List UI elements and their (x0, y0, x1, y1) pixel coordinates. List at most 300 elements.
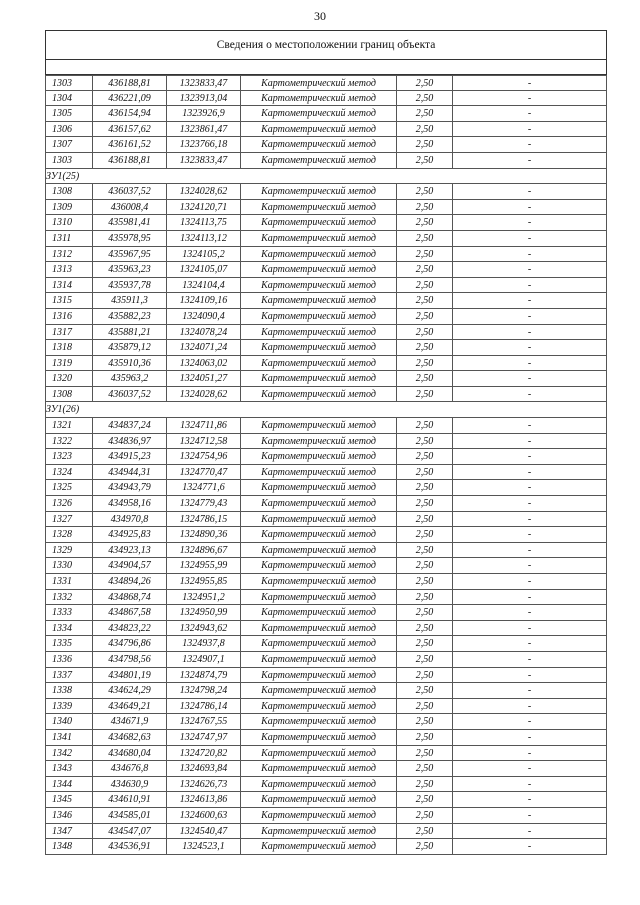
point-number-cell: 1326 (45, 496, 92, 511)
description-cell: - (452, 621, 607, 636)
y-coordinate-cell: 1324955,99 (166, 558, 240, 573)
method-cell: Картометрический метод (240, 122, 396, 137)
accuracy-cell: 2,50 (396, 792, 452, 807)
accuracy-cell: 2,50 (396, 76, 452, 90)
accuracy-cell: 2,50 (396, 356, 452, 371)
x-coordinate-cell: 434682,63 (92, 730, 166, 745)
table-row (45, 590, 607, 606)
method-cell: Картометрический метод (240, 434, 396, 449)
table-header (45, 30, 607, 60)
description-cell: - (452, 91, 607, 106)
method-cell: Картометрический метод (240, 465, 396, 480)
description-cell: - (452, 574, 607, 589)
accuracy-cell: 2,50 (396, 106, 452, 121)
x-coordinate-cell: 434610,91 (92, 792, 166, 807)
point-number-cell: 1333 (45, 605, 92, 620)
point-number-cell: 1312 (45, 247, 92, 262)
point-number-cell: 1311 (45, 231, 92, 246)
table-row (45, 714, 607, 730)
accuracy-cell: 2,50 (396, 215, 452, 230)
y-coordinate-cell: 1324720,82 (166, 746, 240, 761)
y-coordinate-cell: 1324105,2 (166, 247, 240, 262)
point-number-cell: 1303 (45, 153, 92, 168)
accuracy-cell: 2,50 (396, 730, 452, 745)
point-number-cell: 1308 (45, 184, 92, 199)
description-cell: - (452, 527, 607, 542)
y-coordinate-cell: 1324523,1 (166, 839, 240, 854)
description-cell: - (452, 543, 607, 558)
y-coordinate-cell: 1324786,14 (166, 699, 240, 714)
point-number-cell: 1320 (45, 371, 92, 386)
accuracy-cell: 2,50 (396, 309, 452, 324)
x-coordinate-cell: 434823,22 (92, 621, 166, 636)
table-row (45, 839, 607, 855)
table-row (45, 293, 607, 309)
point-number-cell: 1342 (45, 746, 92, 761)
accuracy-cell: 2,50 (396, 558, 452, 573)
method-cell: Картометрический метод (240, 824, 396, 839)
description-cell: - (452, 636, 607, 651)
accuracy-cell: 2,50 (396, 278, 452, 293)
y-coordinate-cell: 1323926,9 (166, 106, 240, 121)
table-row (45, 356, 607, 372)
description-cell: - (452, 309, 607, 324)
point-number-cell: 1315 (45, 293, 92, 308)
method-cell: Картометрический метод (240, 200, 396, 215)
point-number-cell: 1328 (45, 527, 92, 542)
table-row (45, 434, 607, 450)
description-cell: - (452, 200, 607, 215)
accuracy-cell: 2,50 (396, 480, 452, 495)
x-coordinate-cell: 436161,52 (92, 137, 166, 152)
y-coordinate-cell: 1324786,15 (166, 512, 240, 527)
x-coordinate-cell: 436037,52 (92, 387, 166, 402)
y-coordinate-cell: 1324693,84 (166, 761, 240, 776)
accuracy-cell: 2,50 (396, 683, 452, 698)
y-coordinate-cell: 1324540,47 (166, 824, 240, 839)
description-cell: - (452, 387, 607, 402)
x-coordinate-cell: 435978,95 (92, 231, 166, 246)
method-cell: Картометрический метод (240, 231, 396, 246)
accuracy-cell: 2,50 (396, 137, 452, 152)
description-cell: - (452, 184, 607, 199)
accuracy-cell: 2,50 (396, 371, 452, 386)
section-heading-row (45, 169, 607, 185)
accuracy-cell: 2,50 (396, 325, 452, 340)
x-coordinate-cell: 435910,36 (92, 356, 166, 371)
method-cell: Картометрический метод (240, 184, 396, 199)
method-cell: Картометрический метод (240, 418, 396, 433)
accuracy-cell: 2,50 (396, 247, 452, 262)
point-number-cell: 1346 (45, 808, 92, 823)
x-coordinate-cell: 434944,31 (92, 465, 166, 480)
x-coordinate-cell: 434671,9 (92, 714, 166, 729)
y-coordinate-cell: 1324113,75 (166, 215, 240, 230)
method-cell: Картометрический метод (240, 480, 396, 495)
point-number-cell: 1338 (45, 683, 92, 698)
point-number-cell: 1316 (45, 309, 92, 324)
accuracy-cell: 2,50 (396, 652, 452, 667)
y-coordinate-cell: 1324078,24 (166, 325, 240, 340)
x-coordinate-cell: 434649,21 (92, 699, 166, 714)
table-row (45, 761, 607, 777)
description-cell: - (452, 418, 607, 433)
x-coordinate-cell: 434923,13 (92, 543, 166, 558)
x-coordinate-cell: 434801,19 (92, 668, 166, 683)
y-coordinate-cell: 1324874,79 (166, 668, 240, 683)
table-row (45, 480, 607, 496)
accuracy-cell: 2,50 (396, 449, 452, 464)
page-number: 30 (314, 9, 326, 23)
y-coordinate-cell: 1323861,47 (166, 122, 240, 137)
table-row (45, 574, 607, 590)
description-cell: - (452, 153, 607, 168)
x-coordinate-cell: 435981,41 (92, 215, 166, 230)
method-cell: Картометрический метод (240, 543, 396, 558)
point-number-cell: 1325 (45, 480, 92, 495)
method-cell: Картометрический метод (240, 91, 396, 106)
accuracy-cell: 2,50 (396, 621, 452, 636)
point-number-cell: 1307 (45, 137, 92, 152)
table-row (45, 340, 607, 356)
method-cell: Картометрический метод (240, 309, 396, 324)
method-cell: Картометрический метод (240, 839, 396, 854)
method-cell: Картометрический метод (240, 621, 396, 636)
y-coordinate-cell: 1324943,62 (166, 621, 240, 636)
x-coordinate-cell: 434943,79 (92, 480, 166, 495)
y-coordinate-cell: 1324626,73 (166, 777, 240, 792)
method-cell: Картометрический метод (240, 512, 396, 527)
section-heading: ЗУ1(25) (46, 170, 80, 182)
method-cell: Картометрический метод (240, 325, 396, 340)
x-coordinate-cell: 434867,58 (92, 605, 166, 620)
table-row (45, 527, 607, 543)
x-coordinate-cell: 434680,04 (92, 746, 166, 761)
description-cell: - (452, 340, 607, 355)
accuracy-cell: 2,50 (396, 387, 452, 402)
method-cell: Картометрический метод (240, 746, 396, 761)
point-number-cell: 1332 (45, 590, 92, 605)
accuracy-cell: 2,50 (396, 543, 452, 558)
accuracy-cell: 2,50 (396, 574, 452, 589)
table-row (45, 278, 607, 294)
table-row (45, 184, 607, 200)
point-number-cell: 1339 (45, 699, 92, 714)
table-row (45, 215, 607, 231)
y-coordinate-cell: 1324120,71 (166, 200, 240, 215)
description-cell: - (452, 605, 607, 620)
x-coordinate-cell: 435881,21 (92, 325, 166, 340)
method-cell: Картометрический метод (240, 777, 396, 792)
y-coordinate-cell: 1324028,62 (166, 387, 240, 402)
y-coordinate-cell: 1323766,18 (166, 137, 240, 152)
y-coordinate-cell: 1324113,12 (166, 231, 240, 246)
x-coordinate-cell: 434796,86 (92, 636, 166, 651)
y-coordinate-cell: 1324771,6 (166, 480, 240, 495)
point-number-cell: 1337 (45, 668, 92, 683)
x-coordinate-cell: 435967,95 (92, 247, 166, 262)
y-coordinate-cell: 1324712,58 (166, 434, 240, 449)
x-coordinate-cell: 436221,09 (92, 91, 166, 106)
point-number-cell: 1304 (45, 91, 92, 106)
point-number-cell: 1336 (45, 652, 92, 667)
point-number-cell: 1327 (45, 512, 92, 527)
table-row (45, 652, 607, 668)
y-coordinate-cell: 1324754,96 (166, 449, 240, 464)
y-coordinate-cell: 1324896,67 (166, 543, 240, 558)
description-cell: - (452, 839, 607, 854)
description-cell: - (452, 371, 607, 386)
y-coordinate-cell: 1323833,47 (166, 76, 240, 90)
method-cell: Картометрический метод (240, 668, 396, 683)
method-cell: Картометрический метод (240, 340, 396, 355)
x-coordinate-cell: 436188,81 (92, 153, 166, 168)
table-row (45, 512, 607, 528)
method-cell: Картометрический метод (240, 683, 396, 698)
point-number-cell: 1324 (45, 465, 92, 480)
table-row (45, 418, 607, 434)
description-cell: - (452, 558, 607, 573)
method-cell: Картометрический метод (240, 215, 396, 230)
accuracy-cell: 2,50 (396, 808, 452, 823)
table-row (45, 621, 607, 637)
y-coordinate-cell: 1324770,47 (166, 465, 240, 480)
x-coordinate-cell: 434676,8 (92, 761, 166, 776)
point-number-cell: 1313 (45, 262, 92, 277)
accuracy-cell: 2,50 (396, 512, 452, 527)
y-coordinate-cell: 1323833,47 (166, 153, 240, 168)
table-row (45, 247, 607, 263)
x-coordinate-cell: 435963,2 (92, 371, 166, 386)
description-cell: - (452, 278, 607, 293)
table-row (45, 808, 607, 824)
y-coordinate-cell: 1324937,8 (166, 636, 240, 651)
point-number-cell: 1340 (45, 714, 92, 729)
description-cell: - (452, 699, 607, 714)
accuracy-cell: 2,50 (396, 496, 452, 511)
x-coordinate-cell: 434624,29 (92, 683, 166, 698)
point-number-cell: 1347 (45, 824, 92, 839)
y-coordinate-cell: 1324779,43 (166, 496, 240, 511)
method-cell: Картометрический метод (240, 699, 396, 714)
y-coordinate-cell: 1323913,04 (166, 91, 240, 106)
section-heading-row (45, 402, 607, 418)
accuracy-cell: 2,50 (396, 231, 452, 246)
x-coordinate-cell: 435882,23 (92, 309, 166, 324)
method-cell: Картометрический метод (240, 387, 396, 402)
accuracy-cell: 2,50 (396, 340, 452, 355)
table-row (45, 153, 607, 169)
x-coordinate-cell: 435879,12 (92, 340, 166, 355)
accuracy-cell: 2,50 (396, 184, 452, 199)
point-number-cell: 1341 (45, 730, 92, 745)
x-coordinate-cell: 434868,74 (92, 590, 166, 605)
point-number-cell: 1308 (45, 387, 92, 402)
table-row (45, 75, 607, 91)
description-cell: - (452, 761, 607, 776)
point-number-cell: 1318 (45, 340, 92, 355)
accuracy-cell: 2,50 (396, 465, 452, 480)
y-coordinate-cell: 1324105,07 (166, 262, 240, 277)
x-coordinate-cell: 435963,23 (92, 262, 166, 277)
accuracy-cell: 2,50 (396, 605, 452, 620)
point-number-cell: 1348 (45, 839, 92, 854)
x-coordinate-cell: 436008,4 (92, 200, 166, 215)
y-coordinate-cell: 1324090,4 (166, 309, 240, 324)
method-cell: Картометрический метод (240, 153, 396, 168)
point-number-cell: 1303 (45, 76, 92, 90)
table-row (45, 262, 607, 278)
x-coordinate-cell: 434585,01 (92, 808, 166, 823)
accuracy-cell: 2,50 (396, 636, 452, 651)
description-cell: - (452, 480, 607, 495)
point-number-cell: 1314 (45, 278, 92, 293)
point-number-cell: 1319 (45, 356, 92, 371)
table-row (45, 309, 607, 325)
table-row (45, 231, 607, 247)
table-row (45, 668, 607, 684)
x-coordinate-cell: 435937,78 (92, 278, 166, 293)
table-row (45, 371, 607, 387)
point-number-cell: 1331 (45, 574, 92, 589)
method-cell: Картометрический метод (240, 605, 396, 620)
y-coordinate-cell: 1324951,2 (166, 590, 240, 605)
description-cell: - (452, 512, 607, 527)
description-cell: - (452, 465, 607, 480)
description-cell: - (452, 449, 607, 464)
y-coordinate-cell: 1324711,86 (166, 418, 240, 433)
header-spacer-row (45, 60, 607, 75)
method-cell: Картометрический метод (240, 262, 396, 277)
x-coordinate-cell: 434837,24 (92, 418, 166, 433)
description-cell: - (452, 247, 607, 262)
x-coordinate-cell: 434970,8 (92, 512, 166, 527)
section-heading: ЗУ1(26) (46, 404, 80, 416)
x-coordinate-cell: 436037,52 (92, 184, 166, 199)
method-cell: Картометрический метод (240, 527, 396, 542)
x-coordinate-cell: 435911,3 (92, 293, 166, 308)
method-cell: Картометрический метод (240, 730, 396, 745)
accuracy-cell: 2,50 (396, 699, 452, 714)
method-cell: Картометрический метод (240, 76, 396, 90)
description-cell: - (452, 824, 607, 839)
table-row (45, 496, 607, 512)
description-cell: - (452, 714, 607, 729)
x-coordinate-cell: 434958,16 (92, 496, 166, 511)
description-cell: - (452, 76, 607, 90)
method-cell: Картометрический метод (240, 714, 396, 729)
description-cell: - (452, 746, 607, 761)
point-number-cell: 1310 (45, 215, 92, 230)
point-number-cell: 1343 (45, 761, 92, 776)
point-number-cell: 1306 (45, 122, 92, 137)
accuracy-cell: 2,50 (396, 122, 452, 137)
description-cell: - (452, 777, 607, 792)
description-cell: - (452, 792, 607, 807)
y-coordinate-cell: 1324600,63 (166, 808, 240, 823)
table-row (45, 605, 607, 621)
x-coordinate-cell: 434547,07 (92, 824, 166, 839)
coordinates-table (45, 75, 607, 855)
x-coordinate-cell: 434915,23 (92, 449, 166, 464)
accuracy-cell: 2,50 (396, 200, 452, 215)
method-cell: Картометрический метод (240, 590, 396, 605)
method-cell: Картометрический метод (240, 496, 396, 511)
x-coordinate-cell: 434925,83 (92, 527, 166, 542)
description-cell: - (452, 293, 607, 308)
table-title: Сведения о местоположении границ объекта (216, 39, 436, 51)
description-cell: - (452, 730, 607, 745)
y-coordinate-cell: 1324063,02 (166, 356, 240, 371)
description-cell: - (452, 683, 607, 698)
method-cell: Картометрический метод (240, 356, 396, 371)
accuracy-cell: 2,50 (396, 293, 452, 308)
description-cell: - (452, 325, 607, 340)
accuracy-cell: 2,50 (396, 434, 452, 449)
point-number-cell: 1322 (45, 434, 92, 449)
x-coordinate-cell: 434836,97 (92, 434, 166, 449)
table-row (45, 636, 607, 652)
accuracy-cell: 2,50 (396, 839, 452, 854)
table-row (45, 200, 607, 216)
x-coordinate-cell: 434904,57 (92, 558, 166, 573)
method-cell: Картометрический метод (240, 371, 396, 386)
accuracy-cell: 2,50 (396, 746, 452, 761)
y-coordinate-cell: 1324907,1 (166, 652, 240, 667)
point-number-cell: 1309 (45, 200, 92, 215)
point-number-cell: 1335 (45, 636, 92, 651)
point-number-cell: 1305 (45, 106, 92, 121)
method-cell: Картометрический метод (240, 761, 396, 776)
accuracy-cell: 2,50 (396, 824, 452, 839)
description-cell: - (452, 215, 607, 230)
description-cell: - (452, 262, 607, 277)
table-row (45, 558, 607, 574)
y-coordinate-cell: 1324028,62 (166, 184, 240, 199)
point-number-cell: 1345 (45, 792, 92, 807)
accuracy-cell: 2,50 (396, 714, 452, 729)
accuracy-cell: 2,50 (396, 777, 452, 792)
method-cell: Картометрический метод (240, 808, 396, 823)
description-cell: - (452, 106, 607, 121)
x-coordinate-cell: 434798,56 (92, 652, 166, 667)
table-row (45, 465, 607, 481)
y-coordinate-cell: 1324104,4 (166, 278, 240, 293)
method-cell: Картометрический метод (240, 792, 396, 807)
y-coordinate-cell: 1324613,86 (166, 792, 240, 807)
accuracy-cell: 2,50 (396, 527, 452, 542)
description-cell: - (452, 231, 607, 246)
method-cell: Картометрический метод (240, 652, 396, 667)
description-cell: - (452, 122, 607, 137)
description-cell: - (452, 496, 607, 511)
y-coordinate-cell: 1324798,24 (166, 683, 240, 698)
x-coordinate-cell: 436154,94 (92, 106, 166, 121)
y-coordinate-cell: 1324109,16 (166, 293, 240, 308)
y-coordinate-cell: 1324071,24 (166, 340, 240, 355)
accuracy-cell: 2,50 (396, 153, 452, 168)
table-row (45, 543, 607, 559)
point-number-cell: 1330 (45, 558, 92, 573)
x-coordinate-cell: 434894,26 (92, 574, 166, 589)
table-row (45, 449, 607, 465)
accuracy-cell: 2,50 (396, 761, 452, 776)
y-coordinate-cell: 1324051,27 (166, 371, 240, 386)
table-row (45, 325, 607, 341)
x-coordinate-cell: 434630,9 (92, 777, 166, 792)
y-coordinate-cell: 1324747,97 (166, 730, 240, 745)
table-row (45, 699, 607, 715)
